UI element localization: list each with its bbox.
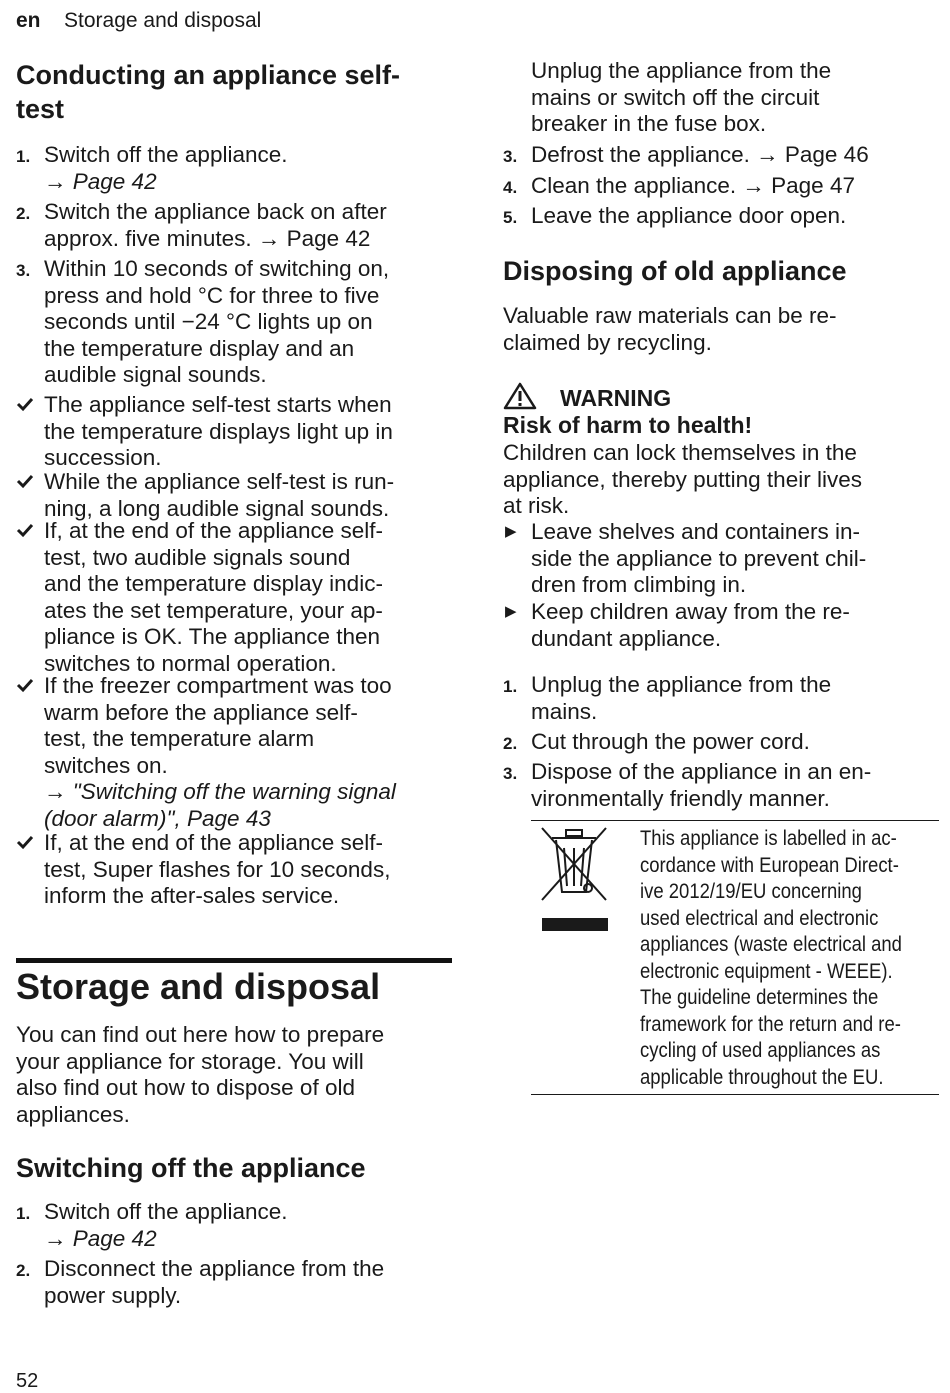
switchoff-step-2: 2. Disconnect the appliance from the power supply. — [16, 1256, 385, 1308]
storage-step-5: 5. Leave the appliance door open. — [503, 203, 847, 228]
warning-triangle-icon — [503, 382, 537, 410]
page-number: 52 — [16, 1370, 39, 1392]
switchoff-step-1: 1. Switch off the appliance. → Page 42 — [16, 1199, 288, 1251]
warning-text: Children can lock themselves in the appliance, thereby putting their lives at risk. — [503, 440, 862, 518]
disposal-step-1: 1. Unplug the appliance from the mains. — [503, 672, 832, 724]
disposing-heading: Disposing of old appliance — [503, 256, 847, 286]
checkmark-icon — [16, 676, 34, 694]
step-continuation: Unplug the appliance from the mains or switch off the circuit breaker in the fuse box. — [531, 58, 832, 136]
language-code: en — [16, 9, 41, 32]
bullet-arrow-icon: ▶ — [505, 603, 517, 620]
result-item: While the appliance self-test is run- ning, a long audible signal sounds. — [16, 469, 456, 522]
weee-bottom-rule — [531, 1094, 939, 1095]
warning-label: WARNING — [560, 385, 672, 411]
weee-top-rule — [531, 820, 939, 821]
result-item: If, at the end of the appliance self- test, two audible signals sound and the temperature display indic- ates the set temperature, your ap- pliance is OK. The appliance then switches to normal operation. — [16, 518, 456, 677]
section-title: Storage and disposal — [16, 966, 381, 1007]
switching-off-heading: Switching off the appliance — [16, 1153, 366, 1183]
warning-bullet: ▶ Keep children away from the re- dundant appliance. — [505, 599, 850, 651]
disposing-intro: Valuable raw materials can be re- claimed by recycling. — [503, 303, 837, 355]
checkmark-icon — [16, 472, 34, 490]
selftest-step-3: 3. Within 10 seconds of switching on, press and hold °C for three to five seconds until −24 °C lights up on the temperature display and an audible signal sounds. — [16, 256, 390, 387]
disposal-step-2: 2. Cut through the power cord. — [503, 729, 810, 754]
selftest-heading: Conducting an appliance self- test — [16, 60, 401, 124]
storage-step-4: 4. Clean the appliance. → Page 47 — [503, 173, 855, 198]
result-item: If the freezer compartment was too warm before the appliance self- test, the temperature alarm switches on. → "Switching off the warning signal (door alarm)", Page 43 — [16, 673, 456, 832]
result-item: If, at the end of the appliance self- test, Super flashes for 10 seconds, inform the after-sales service. — [16, 830, 456, 910]
selftest-step-1: 1. Switch off the appliance. → Page 42 — [16, 142, 288, 194]
running-header: Storage and disposal — [64, 9, 262, 32]
warning-bullet: ▶ Leave shelves and containers in- side the appliance to prevent chil- dren from climbing in. — [505, 519, 867, 597]
checkmark-icon — [16, 833, 34, 851]
storage-step-3: 3. Defrost the appliance. → Page 46 — [503, 142, 869, 167]
crossed-out-bin-icon — [538, 826, 610, 936]
result-item: The appliance self-test starts when the temperature displays light up in succession. — [16, 392, 456, 472]
selftest-step-2: 2. Switch the appliance back on after approx. five minutes. → Page 42 — [16, 199, 387, 251]
storage-intro: You can find out here how to prepare your appliance for storage. You will also find out how to dispose of old appliances. — [16, 1022, 385, 1127]
warning-heading: Risk of harm to health! — [503, 412, 753, 438]
section-rule — [16, 958, 452, 963]
checkmark-icon — [16, 395, 34, 413]
bullet-arrow-icon: ▶ — [505, 523, 517, 540]
disposal-step-3: 3. Dispose of the appliance in an en- vironmentally friendly manner. — [503, 759, 872, 811]
weee-notice: This appliance is labelled in ac- cordance with European Direct- ive 2012/19/EU concerning used electrical and electronic appliances (waste electrical and electronic equipment - WEEE). The guideline determines the framework for the return and re- cycling of used appliances as applicable throughout the EU. — [640, 827, 902, 1089]
checkmark-icon — [16, 521, 34, 539]
